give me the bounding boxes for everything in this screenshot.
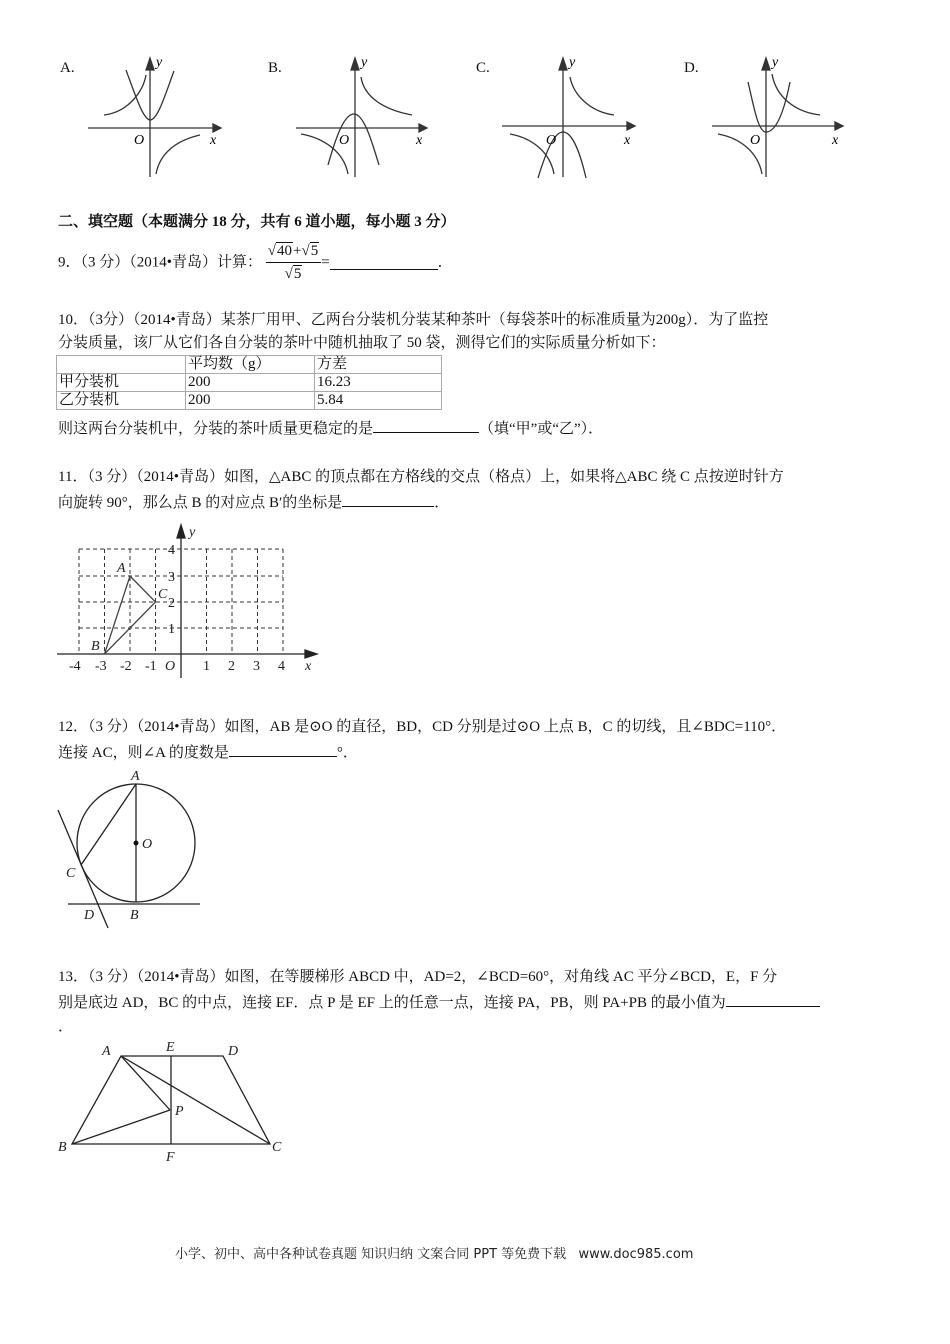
section-heading: 二、填空题（本题满分 18 分，共有 6 道小题，每小题 3 分） xyxy=(58,214,456,230)
q9-fraction xyxy=(266,240,321,285)
sqrt-icon: √ xyxy=(267,243,276,259)
footer-watermark: 小学、初中、高中各种试卷真题 知识归纳 文案合同 PPT 等免费下载 www.doc985.com xyxy=(175,1247,694,1262)
q9-answer-blank[interactable] xyxy=(330,255,438,270)
y-tick: 2 xyxy=(168,596,175,611)
option-d-graph xyxy=(710,52,850,180)
q13-trapezoid-figure xyxy=(50,1035,300,1165)
point-e-label: E xyxy=(166,1040,175,1055)
option-c-label: C. xyxy=(476,60,490,76)
origin-label: O xyxy=(339,133,350,148)
axis-x-label: x xyxy=(305,659,312,674)
q12-line1: 12．（3 分）（2014•青岛）如图，AB 是⊙O 的直径，BD，CD 分别是过⊙O 上点 B，C 的切线，且∠BDC=110°． xyxy=(58,719,787,735)
q11-line2 xyxy=(58,492,449,514)
option-b-label: B. xyxy=(268,60,282,76)
point-b-label: B xyxy=(91,639,100,654)
axis-x-label: x xyxy=(624,133,631,148)
q13-line3: ． xyxy=(58,1019,74,1035)
point-d-label: D xyxy=(84,908,95,923)
q9-prefix: 9．（3 分）（2014•青岛）计算： xyxy=(58,254,263,271)
table-cell: 16.23 xyxy=(315,374,442,392)
q11-line2-prefix: 向旋转 90°，那么点 B 的对应点 B′的坐标是 xyxy=(58,495,343,511)
x-tick: -3 xyxy=(95,659,107,674)
x-tick: -1 xyxy=(145,659,157,674)
point-p-label: P xyxy=(175,1104,184,1119)
table-header-cell: 方差 xyxy=(315,356,442,374)
sqrt-icon: √ xyxy=(301,243,310,259)
table-row xyxy=(57,392,442,410)
axis-x-label: x xyxy=(210,133,217,148)
option-d-label: D. xyxy=(684,60,699,76)
q13-answer-blank[interactable] xyxy=(726,992,820,1007)
table-cell: 200 xyxy=(186,374,315,392)
q10-table xyxy=(56,355,442,410)
x-tick: 1 xyxy=(203,659,210,674)
table-header-cell: 平均数（g） xyxy=(186,356,315,374)
x-tick: -2 xyxy=(120,659,132,674)
q11-grid-figure xyxy=(55,522,325,678)
x-tick: 2 xyxy=(228,659,235,674)
q10-line3-suffix: （填“甲”或“乙”）． xyxy=(479,421,604,437)
q10-line3 xyxy=(58,418,603,440)
q11-line2-suffix: ． xyxy=(434,495,450,511)
table-header-row xyxy=(57,356,442,374)
table-row xyxy=(57,374,442,392)
table-cell: 5.84 xyxy=(315,392,442,410)
x-tick: 3 xyxy=(253,659,260,674)
q9-plus: + xyxy=(293,243,302,259)
q12-circle-figure xyxy=(50,765,220,935)
q11-answer-blank[interactable] xyxy=(342,492,434,507)
q9-equals: = xyxy=(321,254,330,271)
option-b-graph xyxy=(294,52,434,180)
axis-y-label: y xyxy=(189,525,196,540)
q13-line2-prefix: 别是底边 AD，BC 的中点，连接 EF．点 P 是 EF 上的任意一点，连接 PA，PB，则 PA+PB 的最小值为 xyxy=(58,995,726,1011)
point-o-label: O xyxy=(142,837,153,852)
x-tick: -4 xyxy=(69,659,81,674)
center-point-icon xyxy=(134,841,139,846)
sqrt-icon: √ xyxy=(284,266,293,282)
table-cell: 甲分装机 xyxy=(57,374,186,392)
q12-line2-suffix: °． xyxy=(336,745,358,761)
q11-line1: 11．（3 分）（2014•青岛）如图，△ABC 的顶点都在方格线的交点（格点）上，如果将△ABC 绕 C 点按逆时针方 xyxy=(58,469,784,485)
point-c-label: C xyxy=(66,866,76,881)
option-a-label: A. xyxy=(60,60,75,76)
y-tick: 1 xyxy=(168,622,175,637)
point-a-label: A xyxy=(131,769,140,784)
table-cell: 乙分装机 xyxy=(57,392,186,410)
q9-suffix: ． xyxy=(437,254,453,271)
q12-line2-prefix: 连接 AC，则∠A 的度数是 xyxy=(58,745,229,761)
axis-y-label: y xyxy=(772,55,779,70)
q9-radicand-a: 40 xyxy=(277,243,292,259)
q12-line2 xyxy=(58,742,358,764)
axis-x-label: x xyxy=(416,133,423,148)
q12-answer-blank[interactable] xyxy=(229,742,337,757)
q13-line2 xyxy=(58,992,820,1014)
q10-answer-blank[interactable] xyxy=(373,418,479,433)
origin-label: O xyxy=(134,133,145,148)
point-b-label: B xyxy=(130,908,139,923)
table-header-cell xyxy=(57,356,186,374)
q10-line3-prefix: 则这两台分装机中，分装的茶叶质量更稳定的是 xyxy=(58,421,374,437)
question-9 xyxy=(58,240,453,285)
option-c-graph xyxy=(502,52,642,180)
q13-line1: 13．（3 分）（2014•青岛）如图，在等腰梯形 ABCD 中，AD=2，∠BCD=60°，对角线 AC 平分∠BCD，E，F 分 xyxy=(58,969,778,985)
y-tick: 3 xyxy=(168,570,175,585)
y-tick: 4 xyxy=(168,543,175,558)
q10-line1: 10．（3分）（2014•青岛）某茶厂用甲、乙两台分装机分装某种茶叶（每袋茶叶的标准质量为200g）．为了监控 xyxy=(58,312,769,328)
point-a-label: A xyxy=(117,561,126,576)
option-graphs-row xyxy=(0,50,950,190)
point-f-label: F xyxy=(166,1150,175,1165)
point-b-label: B xyxy=(58,1140,67,1155)
origin-label: O xyxy=(546,133,557,148)
option-a-graph xyxy=(88,52,228,180)
q9-radicand-den: 5 xyxy=(293,266,302,282)
point-c-label: C xyxy=(158,587,168,602)
axis-y-label: y xyxy=(361,55,368,70)
q10-line2: 分装质量，该厂从它们各自分装的茶叶中随机抽取了 50 袋，测得它们的实际质量分析如下： xyxy=(58,335,666,351)
point-c-label: C xyxy=(272,1140,282,1155)
origin-label: O xyxy=(165,659,176,674)
q9-radicand-b: 5 xyxy=(310,243,319,259)
table-cell: 200 xyxy=(186,392,315,410)
x-tick: 4 xyxy=(278,659,285,674)
point-d-label: D xyxy=(228,1044,239,1059)
axis-y-label: y xyxy=(156,55,163,70)
point-a-label: A xyxy=(102,1044,111,1059)
origin-label: O xyxy=(750,133,761,148)
axis-y-label: y xyxy=(569,55,576,70)
axis-x-label: x xyxy=(832,133,839,148)
